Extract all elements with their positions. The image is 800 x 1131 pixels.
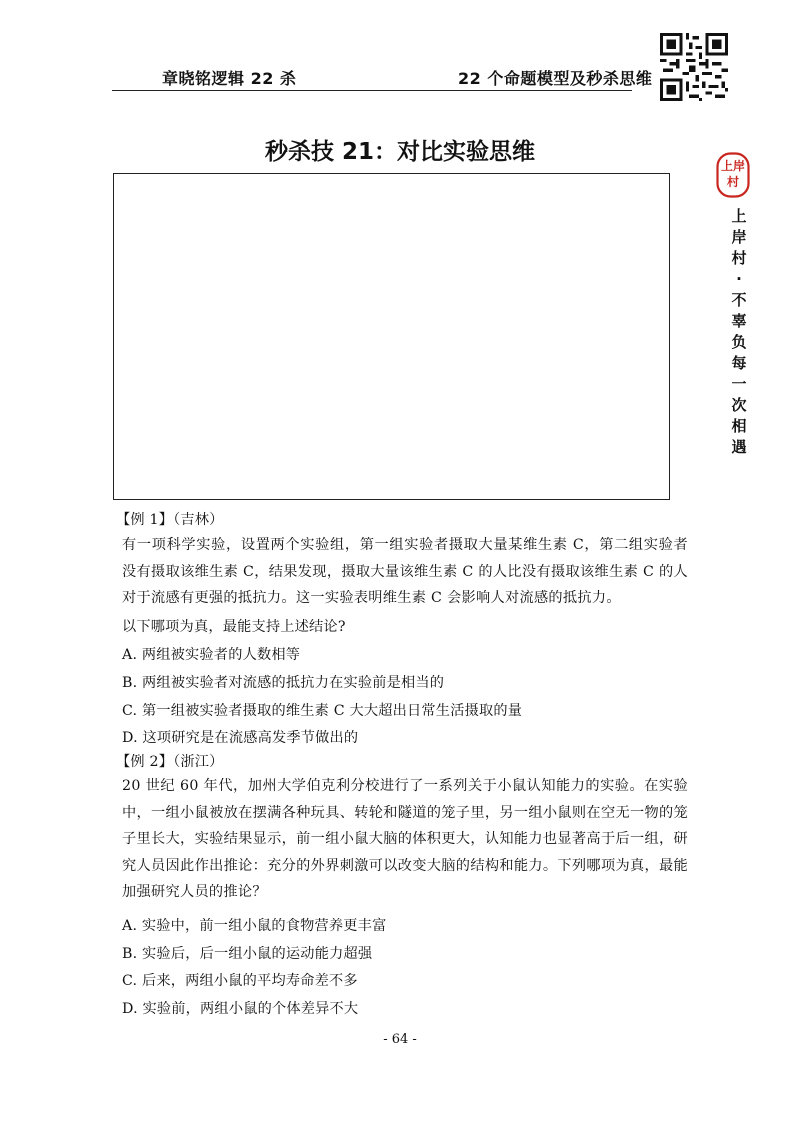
slogan-char: 相 bbox=[731, 417, 747, 435]
slogan-char: 辜 bbox=[731, 312, 747, 330]
slogan-char: 岸 bbox=[731, 228, 747, 246]
slogan-char: 不 bbox=[731, 291, 747, 309]
header-right-title: 22 个命题模型及秒杀思维 bbox=[458, 69, 653, 88]
slogan-char: 村 bbox=[731, 249, 747, 267]
slogan-char: 次 bbox=[731, 396, 747, 414]
example1-tag: 【例 1】（吉林） bbox=[116, 512, 224, 528]
example2-option-b: B. 实验后，后一组小鼠的运动能力超强 bbox=[122, 946, 373, 962]
slogan-char: 遇 bbox=[731, 438, 747, 456]
slogan-char: 上 bbox=[731, 207, 747, 225]
blank-note-box bbox=[113, 173, 670, 500]
example2-tag: 【例 2】（浙江） bbox=[116, 754, 224, 770]
example2-stem: 20 世纪 60 年代，加州大学伯克利分校进行了一系列关于小鼠认知能力的实验。在实验中，一组小鼠被放在摆满各种玩具、转轮和隧道的笼子里，另一组小鼠则在空无一物的笼子里长大，实验结果显示，前一组小鼠大脑的体积更大，认知能力也显著高于后一组，研究人员因此作出推论：充分的外界刺激可以改变大脑的结构和能力。下列哪项为真，最能加强研究人员的推论？ bbox=[122, 778, 688, 900]
svg-text:村: 村 bbox=[726, 175, 740, 189]
example2-option-c: C. 后来，两组小鼠的平均寿命差不多 bbox=[122, 973, 358, 989]
page-title: 秒杀技 21：对比实验思维 bbox=[264, 139, 535, 165]
red-seal-stamp-icon bbox=[716, 152, 750, 198]
svg-text:上岸: 上岸 bbox=[720, 159, 746, 173]
example1-option-d: D. 这项研究是在流感高发季节做出的 bbox=[122, 730, 359, 746]
slogan-char: · bbox=[736, 270, 742, 288]
example1-option-c: C. 第一组被实验者摄取的维生素 C 大大超出日常生活摄取的量 bbox=[122, 703, 523, 719]
header-left-title: 章晓铭逻辑 22 杀 bbox=[162, 69, 297, 88]
example1-option-b: B. 两组被实验者对流感的抵抗力在实验前是相当的 bbox=[122, 675, 445, 691]
page-number: - 64 - bbox=[383, 1032, 417, 1047]
example1-question: 以下哪项为真，最能支持上述结论? bbox=[122, 619, 346, 635]
qr-code-icon[interactable] bbox=[660, 33, 728, 101]
slogan-char: 一 bbox=[731, 375, 747, 393]
slogan-char: 负 bbox=[731, 333, 747, 351]
header-divider bbox=[112, 90, 632, 91]
slogan-char: 每 bbox=[731, 354, 747, 372]
example2-option-a: A. 实验中，前一组小鼠的食物营养更丰富 bbox=[122, 918, 387, 934]
side-slogan bbox=[728, 206, 750, 458]
example1-option-a: A. 两组被实验者的人数相等 bbox=[122, 647, 301, 663]
example2-option-d: D. 实验前，两组小鼠的个体差异不大 bbox=[122, 1001, 359, 1017]
example1-stem: 有一项科学实验，设置两个实验组，第一组实验者摄取大量某维生素 C，第二组实验者没有摄取该维生素 C，结果发现，摄取大量该维生素 C 的人比没有摄取该维生素 C 的人对于流感有更强的抵抗力。这一实验表明维生素 C 会影响人对流感的抵抗力。 bbox=[122, 537, 688, 606]
